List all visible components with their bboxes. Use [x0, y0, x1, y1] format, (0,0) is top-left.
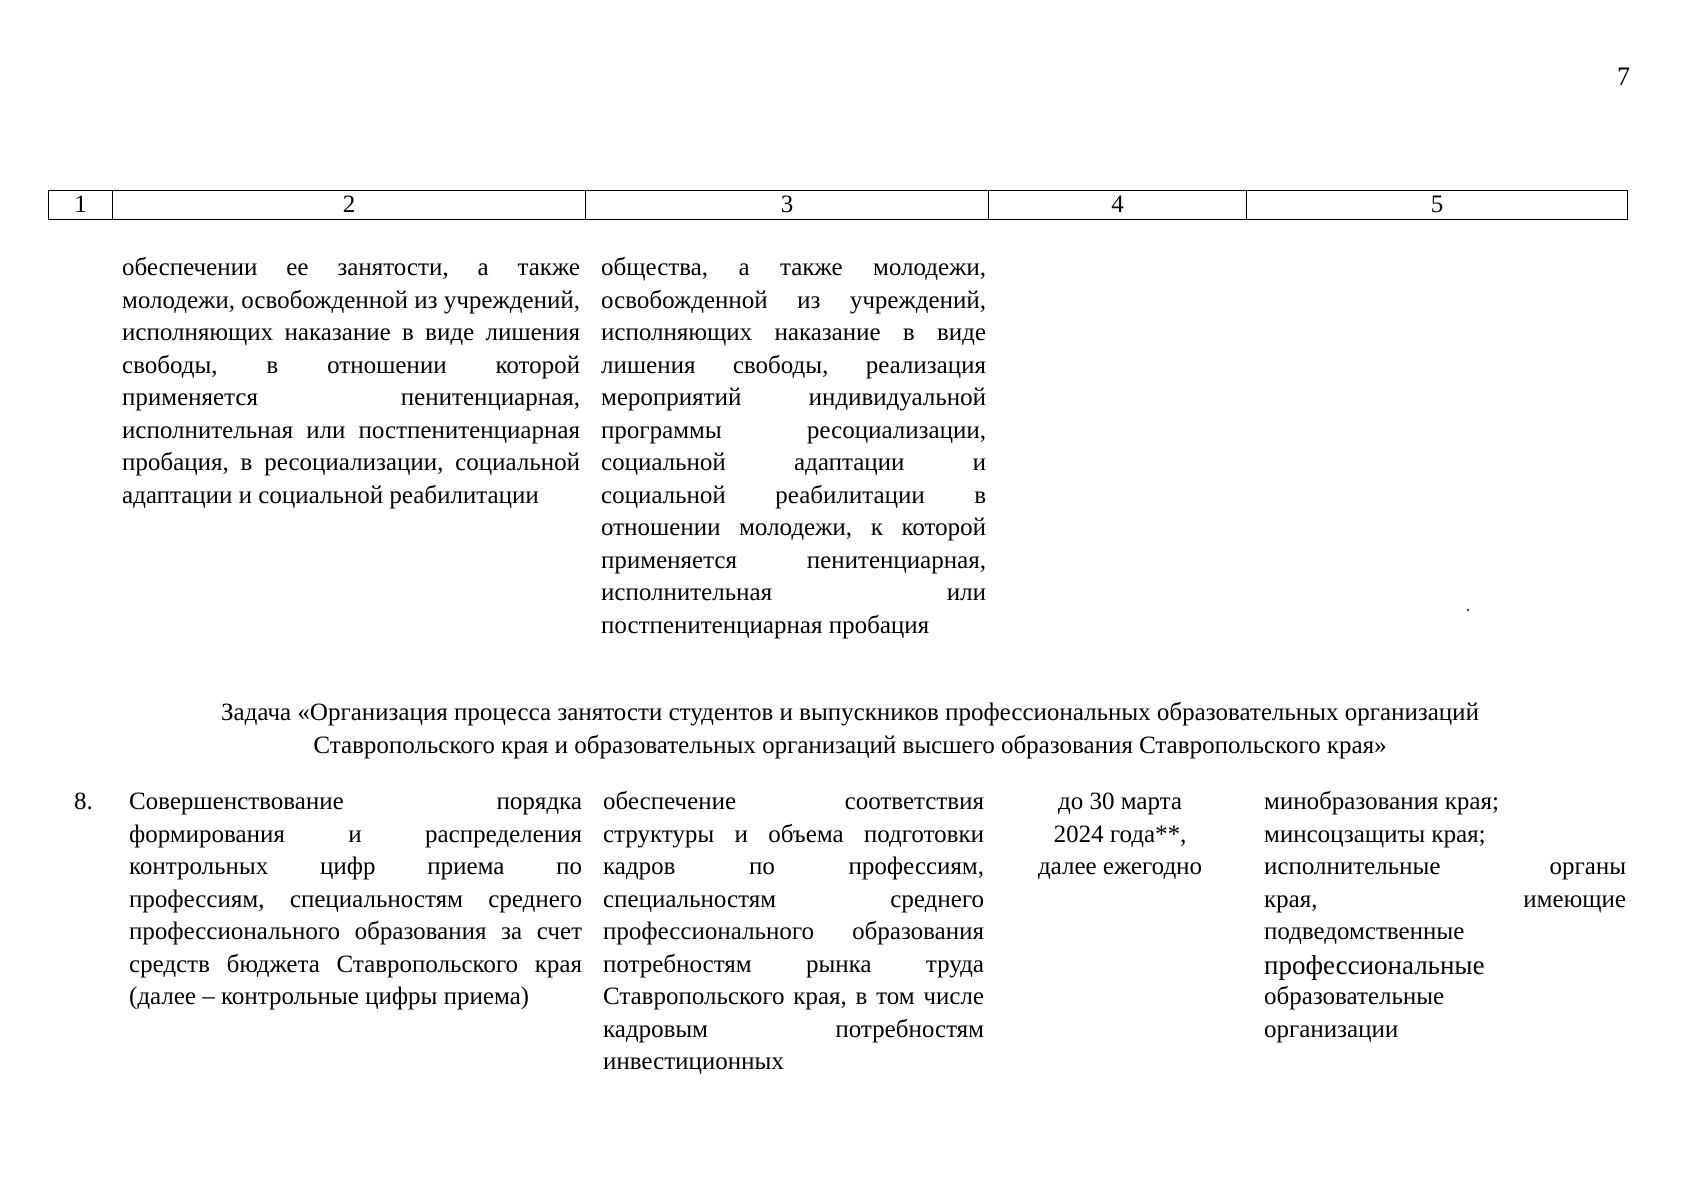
responsible-line3-left: исполнительные	[1264, 853, 1441, 880]
task-title-line2: Ставропольского края и образовательных организаций высшего образования Ставропольского края»	[313, 732, 1387, 759]
responsible-line8: организации	[1264, 1015, 1399, 1043]
column-header-2: 2	[113, 191, 586, 219]
deadline-line1: до 30 марта	[1058, 788, 1182, 815]
responsible-line3-right: органы	[1549, 853, 1626, 880]
task-title-line1: Задача «Организация процесса занятости студентов и выпускников профессиональных образовательных организаций	[221, 699, 1479, 726]
responsible-line2: минсоцзащиты края;	[1264, 820, 1486, 848]
responsible-line4	[1264, 884, 1626, 917]
dot-mark	[1467, 609, 1469, 611]
page-number: 7	[1617, 62, 1630, 91]
row8-col4	[1010, 786, 1230, 884]
deadline-line2: 2024 года**,	[1053, 820, 1187, 848]
row8-col5	[1264, 786, 1626, 1046]
deadline-line3: далее ежегодно	[1037, 853, 1203, 880]
table-column-header	[48, 190, 1628, 220]
responsible-line4-left: края,	[1264, 885, 1318, 913]
row8-col2: Совершенствование порядка формирования и распределения контрольных цифр приема по профессиям, специальностям среднего профессионального образования за счет средств бюджета Ставропольского края (далее – контрольные цифры приема)	[129, 788, 582, 1010]
column-header-4: 4	[989, 191, 1247, 219]
column-header-1: 1	[49, 191, 113, 219]
responsible-line5: подведомственные	[1264, 918, 1465, 945]
responsible-line6: профессиональные	[1264, 949, 1485, 980]
responsible-line4-right: имеющие	[1523, 885, 1626, 913]
column-header-3: 3	[586, 191, 989, 219]
responsible-line1: минобразования края;	[1264, 788, 1499, 815]
row8-col3: обеспечение соответствия структуры и объема подготовки кадров по профессиям, специальностям среднего профессионального образования потребностям рынка труда Ставропольского края, в том числе кадровым потребностям инвестиционных	[603, 788, 984, 1075]
row-number: 8.	[74, 788, 93, 815]
task-title	[100, 696, 1600, 762]
responsible-line7: образовательные	[1264, 983, 1445, 1010]
continued-row-col2: обеспечении ее занятости, а также молодежи, освобожденной из учреждений, исполняющих наказание в виде лишения свободы, в отношении которой применяется пенитенциарная, исполнительная или постпенитенциарная пробация, в ресоциализации, социальной адаптации и социальной реабилитации	[122, 254, 580, 509]
continued-row-col3: общества, а также молодежи, освобожденной из учреждений, исполняющих наказание в виде лишения свободы, реализация мероприятий индивидуальной программы ресоциализации, социальной адаптации и социальной реабилитации в отношении молодежи, к которой применяется пенитенциарная, исполнительная или постпенитенциарная пробация	[601, 254, 986, 639]
column-header-5: 5	[1430, 191, 1444, 218]
responsible-line3	[1264, 851, 1626, 884]
